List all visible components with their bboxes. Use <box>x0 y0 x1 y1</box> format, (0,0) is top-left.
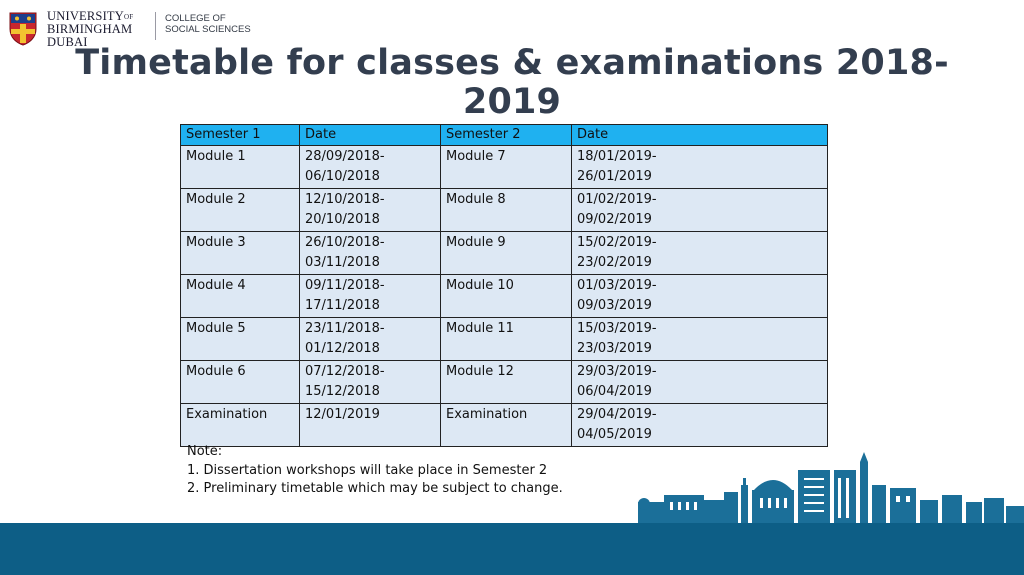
semester-2-dates-text: 01/03/2019- <box>577 278 657 293</box>
semester-2-dates-cell <box>572 318 828 361</box>
note-item: 1. Dissertation workshops will take place in Semester 2 <box>187 462 548 478</box>
city-skyline-illustration <box>620 440 1024 525</box>
semester-1-module-cell <box>181 146 300 189</box>
semester-2-module-text: Module 10 <box>446 278 514 293</box>
semester-1-dates-text: 09/11/2018- <box>305 278 385 293</box>
semester-2-dates-text: 15/02/2019- <box>577 235 657 250</box>
semester-1-module-text: Module 5 <box>186 321 246 336</box>
university-crest-icon <box>9 12 37 46</box>
semester-2-dates-text: 18/01/2019- <box>577 149 657 164</box>
semester-1-dates-cell <box>300 275 441 318</box>
semester-1-dates-text: 06/10/2018 <box>305 168 380 184</box>
header-semester-2: Semester 2 <box>441 125 572 146</box>
semester-2-module-text: Module 11 <box>446 321 514 336</box>
semester-2-dates-text: 29/04/2019- <box>577 407 657 422</box>
semester-1-dates-cell <box>300 318 441 361</box>
semester-2-module-cell <box>441 361 572 404</box>
semester-2-module-cell <box>441 318 572 361</box>
semester-1-dates-text: 12/01/2019 <box>305 407 380 422</box>
semester-2-dates-text: 09/03/2019 <box>577 297 652 313</box>
semester-2-module-cell <box>441 275 572 318</box>
table-row <box>181 318 828 361</box>
page-title: Timetable for classes & examinations 2018-2019 <box>75 43 949 122</box>
semester-2-module-cell <box>441 232 572 275</box>
semester-1-dates-text: 01/12/2018 <box>305 340 380 356</box>
university-of-label: OF <box>124 13 134 21</box>
semester-1-module-cell <box>181 404 300 447</box>
footer-band <box>0 523 1024 575</box>
logo-divider <box>155 12 156 40</box>
semester-1-module-text: Module 2 <box>186 192 246 207</box>
semester-1-module-text: Module 4 <box>186 278 246 293</box>
table-row <box>181 361 828 404</box>
semester-2-module-text: Module 9 <box>446 235 506 250</box>
semester-2-dates-cell <box>572 232 828 275</box>
semester-2-dates-cell <box>572 275 828 318</box>
table-row <box>181 275 828 318</box>
semester-2-module-cell <box>441 189 572 232</box>
table-row <box>181 232 828 275</box>
semester-1-dates-text: 26/10/2018- <box>305 235 385 250</box>
semester-2-module-text: Module 7 <box>446 149 506 164</box>
note-item: 2. Preliminary timetable which may be subject to change. <box>187 481 563 496</box>
college-name: COLLEGE OF SOCIAL SCIENCES <box>165 13 251 35</box>
semester-1-module-text: Examination <box>186 407 268 422</box>
semester-1-dates-cell <box>300 232 441 275</box>
header-date-2: Date <box>572 125 828 146</box>
semester-2-dates-cell <box>572 146 828 189</box>
semester-1-dates-text: 23/11/2018- <box>305 321 385 336</box>
notes <box>187 443 563 499</box>
semester-1-dates-cell <box>300 189 441 232</box>
semester-1-dates-text: 20/10/2018 <box>305 211 380 227</box>
table-row <box>181 189 828 232</box>
notes-heading: Note: <box>187 444 223 459</box>
semester-1-dates-text: 15/12/2018 <box>305 383 380 399</box>
table-header-row <box>181 125 828 146</box>
table-row <box>181 146 828 189</box>
semester-1-module-cell <box>181 232 300 275</box>
semester-1-dates-cell <box>300 404 441 447</box>
semester-1-dates-text: 17/11/2018 <box>305 297 380 313</box>
semester-2-dates-cell <box>572 361 828 404</box>
semester-1-module-cell <box>181 361 300 404</box>
semester-1-dates-cell <box>300 146 441 189</box>
semester-1-dates-text: 28/09/2018- <box>305 149 385 164</box>
semester-2-module-text: Examination <box>446 407 528 422</box>
university-name: $UNIVERSITY^{OF}$ BIRMINGHAM DUBAI <box>47 9 134 49</box>
semester-2-dates-text: 15/03/2019- <box>577 321 657 336</box>
semester-2-dates-text: 04/05/2019 <box>577 426 652 442</box>
semester-2-module-cell <box>441 404 572 447</box>
semester-2-dates-text: 23/03/2019 <box>577 340 652 356</box>
semester-2-dates-cell <box>572 189 828 232</box>
semester-2-module-text: Module 12 <box>446 364 514 379</box>
timetable <box>180 124 828 447</box>
header-date-1: Date <box>300 125 441 146</box>
semester-1-dates-text: 03/11/2018 <box>305 254 380 270</box>
semester-1-module-text: Module 1 <box>186 149 246 164</box>
semester-2-dates-text: 23/02/2019 <box>577 254 652 270</box>
semester-2-dates-text: 26/01/2019 <box>577 168 652 184</box>
semester-2-module-cell <box>441 146 572 189</box>
header-semester-1: Semester 1 <box>181 125 300 146</box>
semester-2-dates-text: 06/04/2019 <box>577 383 652 399</box>
semester-1-module-text: Module 6 <box>186 364 246 379</box>
semester-1-dates-text: 07/12/2018- <box>305 364 385 379</box>
semester-1-dates-cell <box>300 361 441 404</box>
semester-2-dates-text: 29/03/2019- <box>577 364 657 379</box>
semester-1-module-cell <box>181 318 300 361</box>
semester-1-module-cell <box>181 189 300 232</box>
semester-2-dates-text: 01/02/2019- <box>577 192 657 207</box>
semester-1-dates-text: 12/10/2018- <box>305 192 385 207</box>
semester-2-module-text: Module 8 <box>446 192 506 207</box>
semester-1-module-cell <box>181 275 300 318</box>
semester-2-dates-text: 09/02/2019 <box>577 211 652 227</box>
semester-1-module-text: Module 3 <box>186 235 246 250</box>
